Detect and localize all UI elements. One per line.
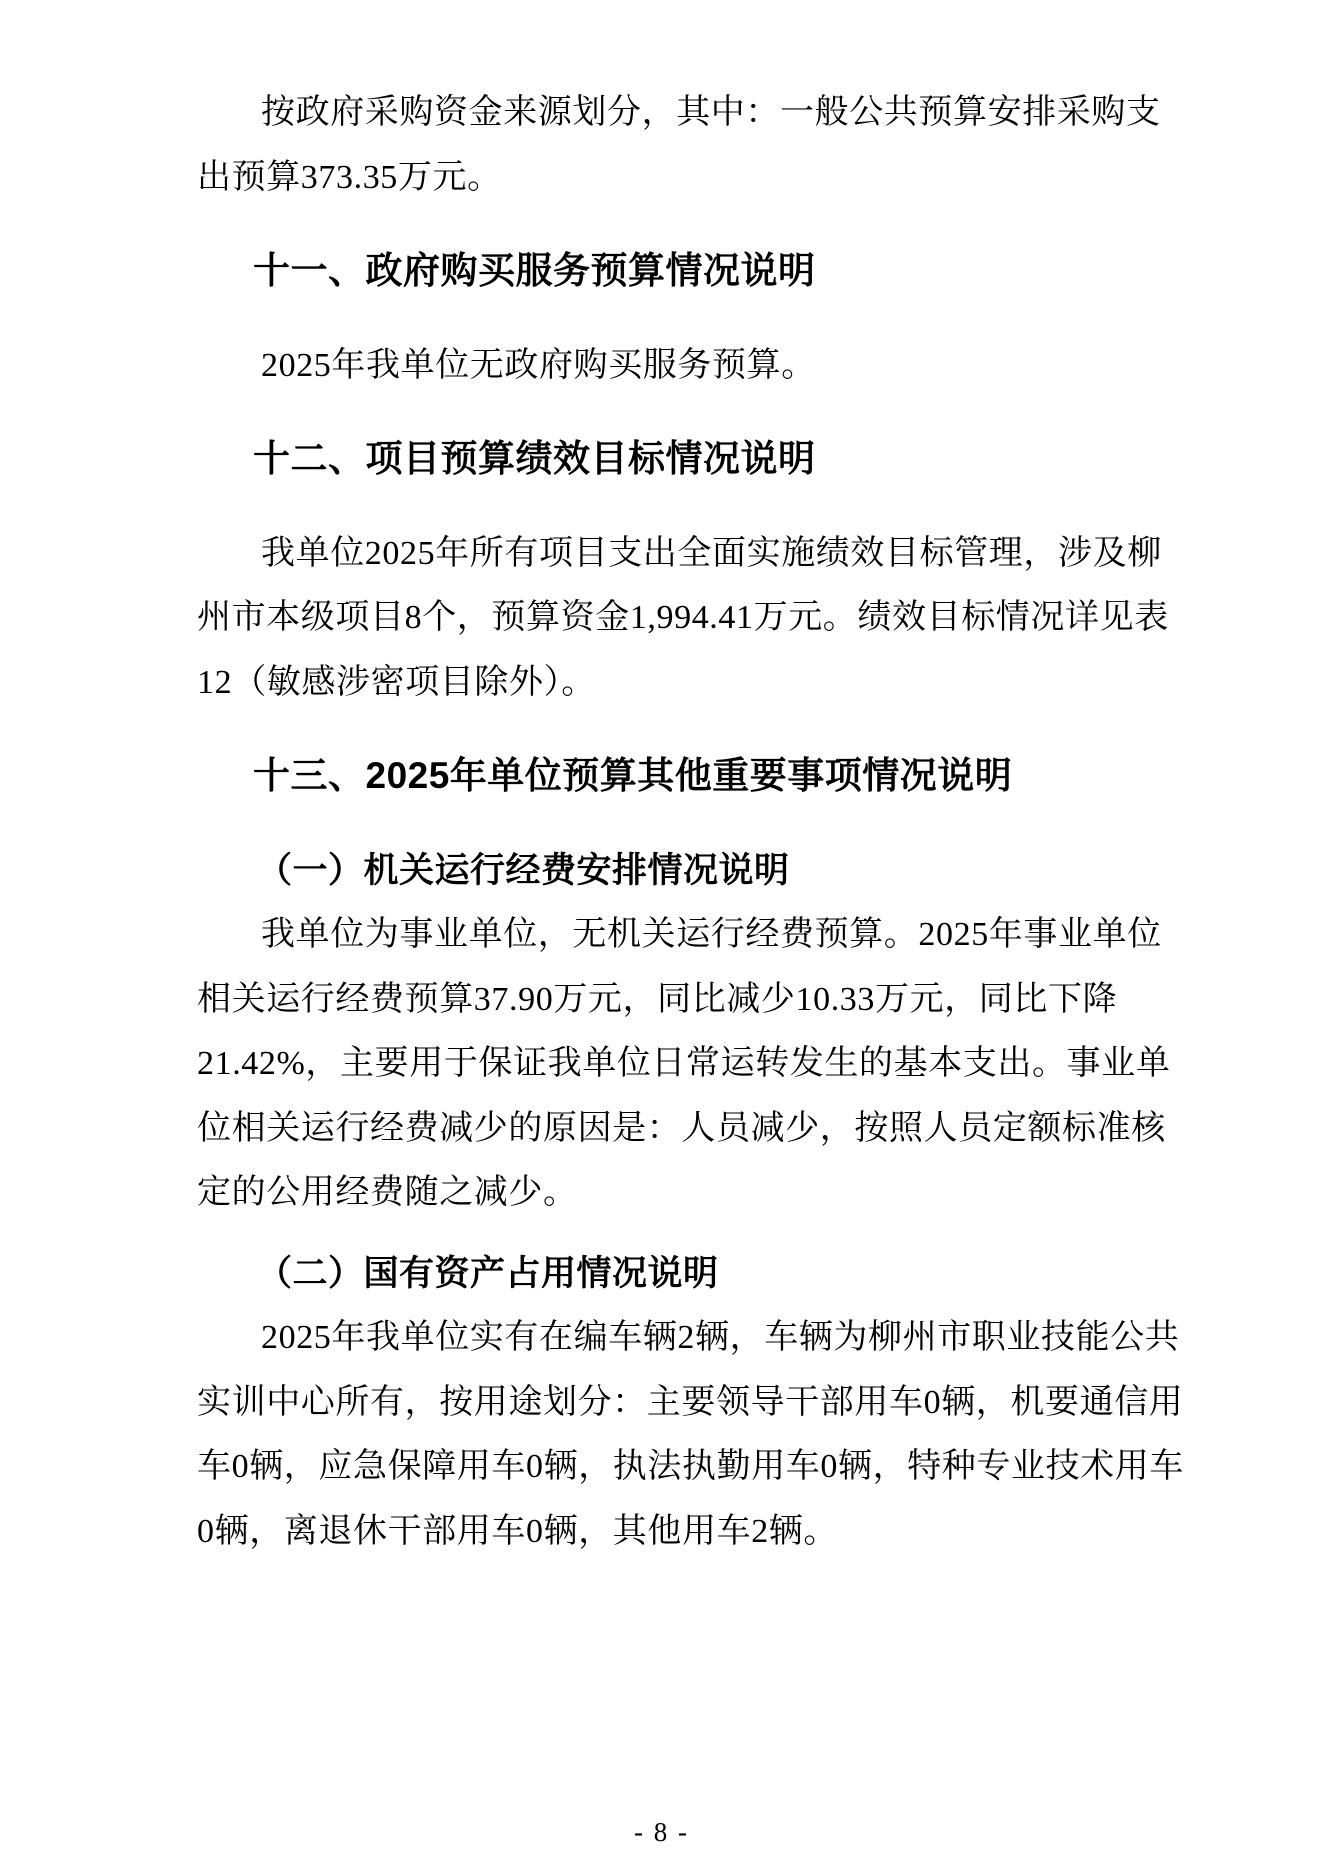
paragraph-line: 车0辆，应急保障用车0辆，执法执勤用车0辆，特种专业技术用车 <box>197 1448 1184 1485</box>
document-body <box>197 81 1184 1564</box>
paragraph-line: 定的公用经费随之减少。 <box>197 1174 578 1211</box>
paragraph-line: 2025年我单位实有在编车辆2辆，车辆为柳州市职业技能公共 <box>261 1319 1180 1356</box>
sub-section-heading: （一）机关运行经费安排情况说明 <box>257 850 790 890</box>
paragraph-line: 相关运行经费预算37.90万元，同比减少10.33万元，同比下降 <box>197 980 1118 1018</box>
paragraph-line: 我单位为事业单位，无机关运行经费预算。2025年事业单位 <box>261 916 1162 953</box>
page-number: - 8 - <box>634 1817 689 1847</box>
section-heading: 十三、2025年单位预算其他重要事项情况说明 <box>253 755 1013 796</box>
section-heading: 十二、项目预算绩效目标情况说明 <box>253 438 816 479</box>
section-heading: 十一、政府购买服务预算情况说明 <box>253 250 816 291</box>
paragraph-line: 21.42%，主要用于保证我单位日常运转发生的基本支出。事业单 <box>197 1045 1171 1082</box>
paragraph-line: 12（敏感涉密项目除外）。 <box>197 663 596 701</box>
paragraph-line: 2025年我单位无政府购买服务预算。 <box>261 346 816 384</box>
paragraph-line: 0辆，离退休干部用车0辆，其他用车2辆。 <box>197 1512 838 1550</box>
paragraph-line: 州市本级项目8个，预算资金1,994.41万元。绩效目标情况详见表 <box>197 599 1169 636</box>
paragraph-line: 位相关运行经费减少的原因是：人员减少，按照人员定额标准核 <box>197 1109 1166 1147</box>
paragraph-line: 我单位2025年所有项目支出全面实施绩效目标管理，涉及柳 <box>261 534 1162 572</box>
paragraph-line: 按政府采购资金来源划分，其中：一般公共预算安排采购支 <box>261 94 1161 131</box>
paragraph-line: 实训中心所有，按用途划分：主要领导干部用车0辆，机要通信用 <box>197 1383 1184 1421</box>
sub-section-heading: （二）国有资产占用情况说明 <box>257 1253 719 1293</box>
paragraph-line: 出预算373.35万元。 <box>197 158 502 196</box>
